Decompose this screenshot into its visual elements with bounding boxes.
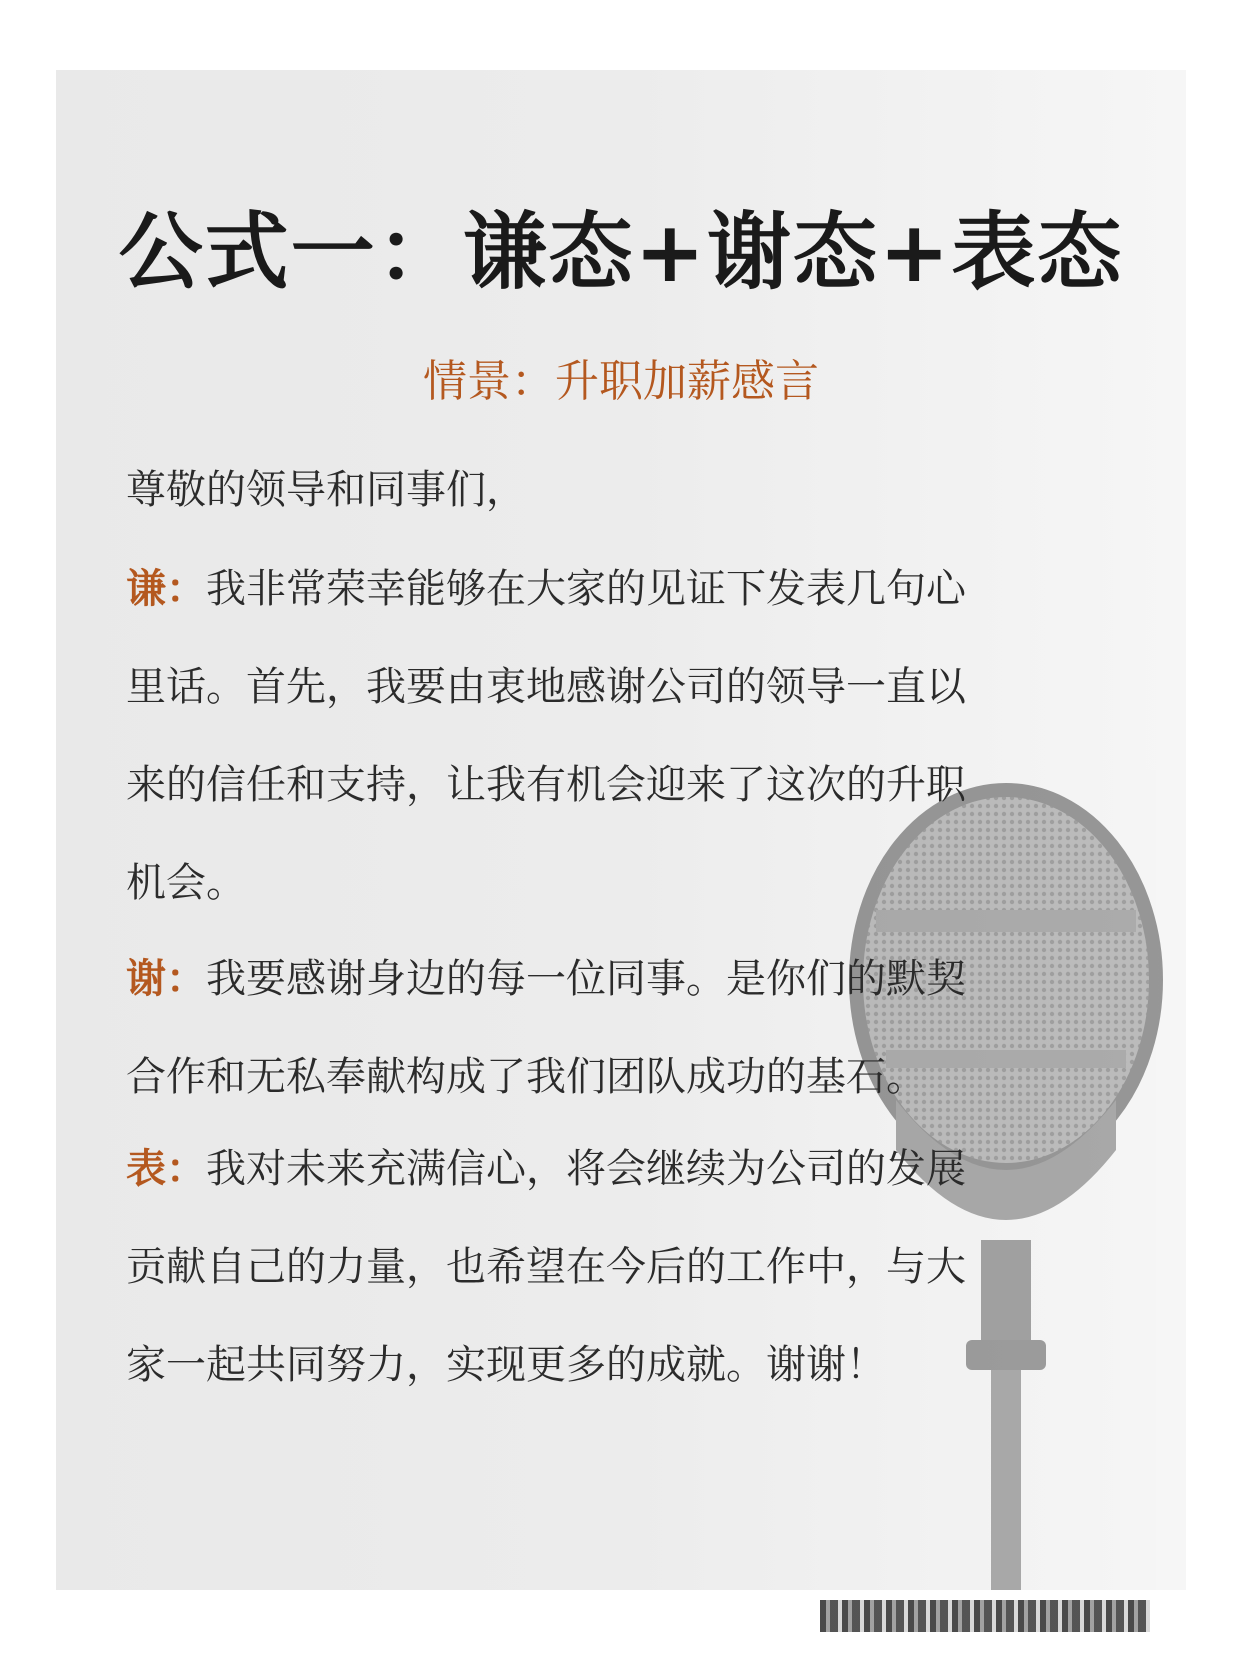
scenario-subtitle: 情景：升职加薪感言 (423, 356, 819, 407)
paragraph-xie (126, 930, 1086, 1126)
paragraph-line: 合作和无私奉献构成了我们团队成功的基石。 (126, 1054, 926, 1100)
page-title: 公式一：谦态+谢态+表态 (118, 203, 1124, 301)
paragraph-line: 家一起共同努力，实现更多的成就。谢谢！ (126, 1342, 886, 1388)
paragraph-line (126, 1120, 1086, 1218)
paragraph-line-text: 我对未来充满信心，将会继续为公司的发展 (206, 1146, 966, 1192)
paragraph-line: 里话。首先，我要由衷地感谢公司的领导一直以 (126, 664, 966, 710)
blurred-watermark (820, 1600, 1150, 1632)
paragraph-line (126, 540, 1086, 638)
greeting-text: 尊敬的领导和同事们， (126, 467, 526, 513)
paragraph-tag: 表： (126, 1146, 206, 1192)
paragraph-tag: 谦： (126, 566, 206, 612)
poster-card (56, 70, 1186, 1590)
paragraph-line: 来的信任和支持，让我有机会迎来了这次的升职 (126, 762, 966, 808)
paragraph-biao (126, 1120, 1086, 1414)
paragraph-line: 贡献自己的力量，也希望在今后的工作中，与大 (126, 1244, 966, 1290)
paragraph-line-text: 我非常荣幸能够在大家的见证下发表几句心 (206, 566, 966, 612)
paragraph-qian (126, 540, 1086, 932)
paragraph-line: 机会。 (126, 860, 246, 906)
paragraph-tag: 谢： (126, 956, 206, 1002)
paragraph-line (126, 930, 1086, 1028)
paragraph-line-text: 我要感谢身边的每一位同事。是你们的默契 (206, 956, 966, 1002)
